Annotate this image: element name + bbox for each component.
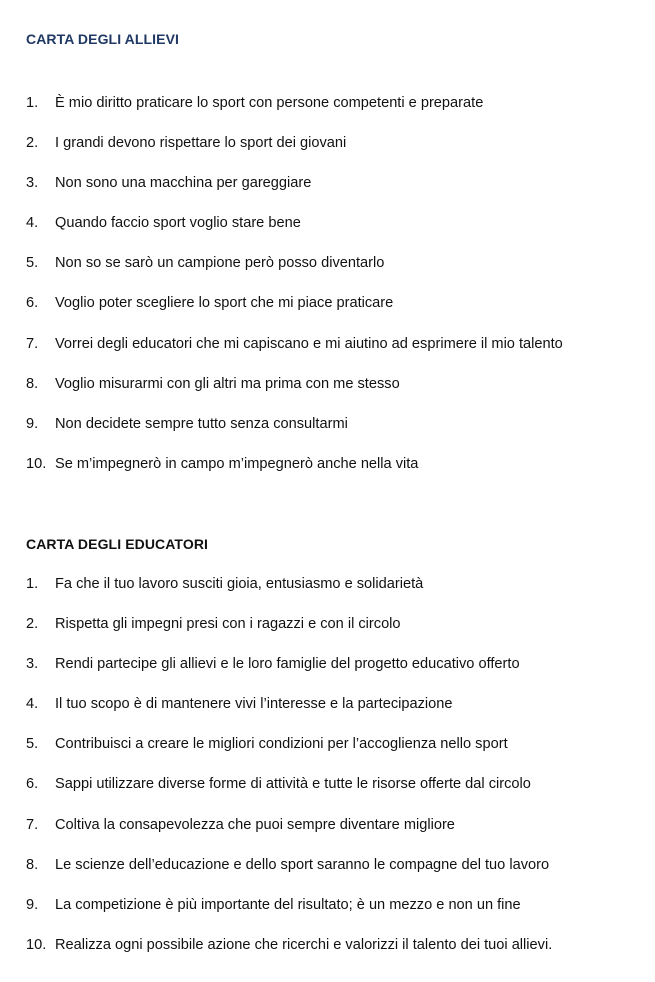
list-item xyxy=(0,936,655,976)
item-number: 7. xyxy=(26,816,39,833)
educatori-list xyxy=(0,575,655,976)
list-item xyxy=(0,174,655,214)
item-number: 6. xyxy=(26,295,39,312)
item-text: Quando faccio sport voglio stare bene xyxy=(55,215,301,232)
item-text: I grandi devono rispettare lo sport dei giovani xyxy=(55,135,347,152)
item-text: Contribuisci a creare le migliori condizioni per l’accoglienza nello sport xyxy=(55,736,508,753)
item-text: Vorrei degli educatori che mi capiscano e mi aiutino ad esprimere il mio talento xyxy=(55,335,563,352)
item-text: Non decidete sempre tutto senza consultarmi xyxy=(55,415,348,432)
list-item xyxy=(0,415,655,455)
item-number: 4. xyxy=(26,696,39,713)
list-item xyxy=(0,254,655,294)
list-item xyxy=(0,856,655,896)
list-item xyxy=(0,695,655,735)
item-number: 1. xyxy=(26,95,39,111)
item-text: Il tuo scopo è di mantenere vivi l’interesse e la partecipazione xyxy=(55,696,453,713)
list-item xyxy=(0,294,655,334)
item-text: Le scienze dell’educazione e dello sport saranno le compagne del tuo lavoro xyxy=(55,856,550,873)
list-item xyxy=(0,615,655,655)
item-text: Non so se sarò un campione però posso diventarlo xyxy=(55,255,385,272)
list-item xyxy=(0,455,655,495)
item-number: 5. xyxy=(26,736,39,753)
list-item xyxy=(0,655,655,695)
item-text: Rendi partecipe gli allievi e le loro famiglie del progetto educativo offerto xyxy=(55,656,520,673)
item-number: 3. xyxy=(26,656,39,673)
list-item xyxy=(0,214,655,254)
item-text: Fa che il tuo lavoro susciti gioia, entusiasmo e solidarietà xyxy=(55,576,424,592)
item-number: 5. xyxy=(26,255,39,272)
list-item xyxy=(0,375,655,415)
item-number: 2. xyxy=(26,135,39,152)
item-text: È mio diritto praticare lo sport con persone competenti e preparate xyxy=(55,95,484,111)
item-number: 8. xyxy=(26,856,39,873)
item-text: Se m’impegnerò in campo m’impegnerò anche nella vita xyxy=(55,455,419,472)
item-number: 3. xyxy=(26,175,39,192)
item-text: Sappi utilizzare diverse forme di attività e tutte le risorse offerte dal circolo xyxy=(55,776,531,793)
allievi-list xyxy=(0,94,655,495)
item-number: 9. xyxy=(26,896,39,913)
list-item xyxy=(0,575,655,615)
allievi-title: CARTA DEGLI ALLIEVI xyxy=(26,31,180,47)
item-number: 4. xyxy=(26,215,39,232)
list-item xyxy=(0,335,655,375)
item-number: 1. xyxy=(26,576,39,592)
item-number: 2. xyxy=(26,616,39,633)
item-text: Coltiva la consapevolezza che puoi sempre diventare migliore xyxy=(55,816,455,833)
list-item xyxy=(0,816,655,856)
list-item xyxy=(0,94,655,134)
educatori-title: CARTA DEGLI EDUCATORI xyxy=(26,536,209,552)
item-number: 7. xyxy=(26,335,39,352)
item-text: Non sono una macchina per gareggiare xyxy=(55,175,312,192)
item-text: Rispetta gli impegni presi con i ragazzi e con il circolo xyxy=(55,616,401,633)
item-text: Voglio misurarmi con gli altri ma prima con me stesso xyxy=(55,375,400,392)
item-number: 10. xyxy=(26,455,47,472)
list-item xyxy=(0,134,655,174)
item-number: 10. xyxy=(26,936,47,953)
item-text: La competizione è più importante del risultato; è un mezzo e non un fine xyxy=(55,896,521,913)
item-number: 6. xyxy=(26,776,39,793)
list-item xyxy=(0,775,655,815)
list-item xyxy=(0,896,655,936)
item-text: Realizza ogni possibile azione che ricerchi e valorizzi il talento dei tuoi allievi. xyxy=(55,936,553,953)
item-number: 9. xyxy=(26,415,39,432)
item-text: Voglio poter scegliere lo sport che mi piace praticare xyxy=(55,295,394,312)
list-item xyxy=(0,735,655,775)
item-number: 8. xyxy=(26,375,39,392)
